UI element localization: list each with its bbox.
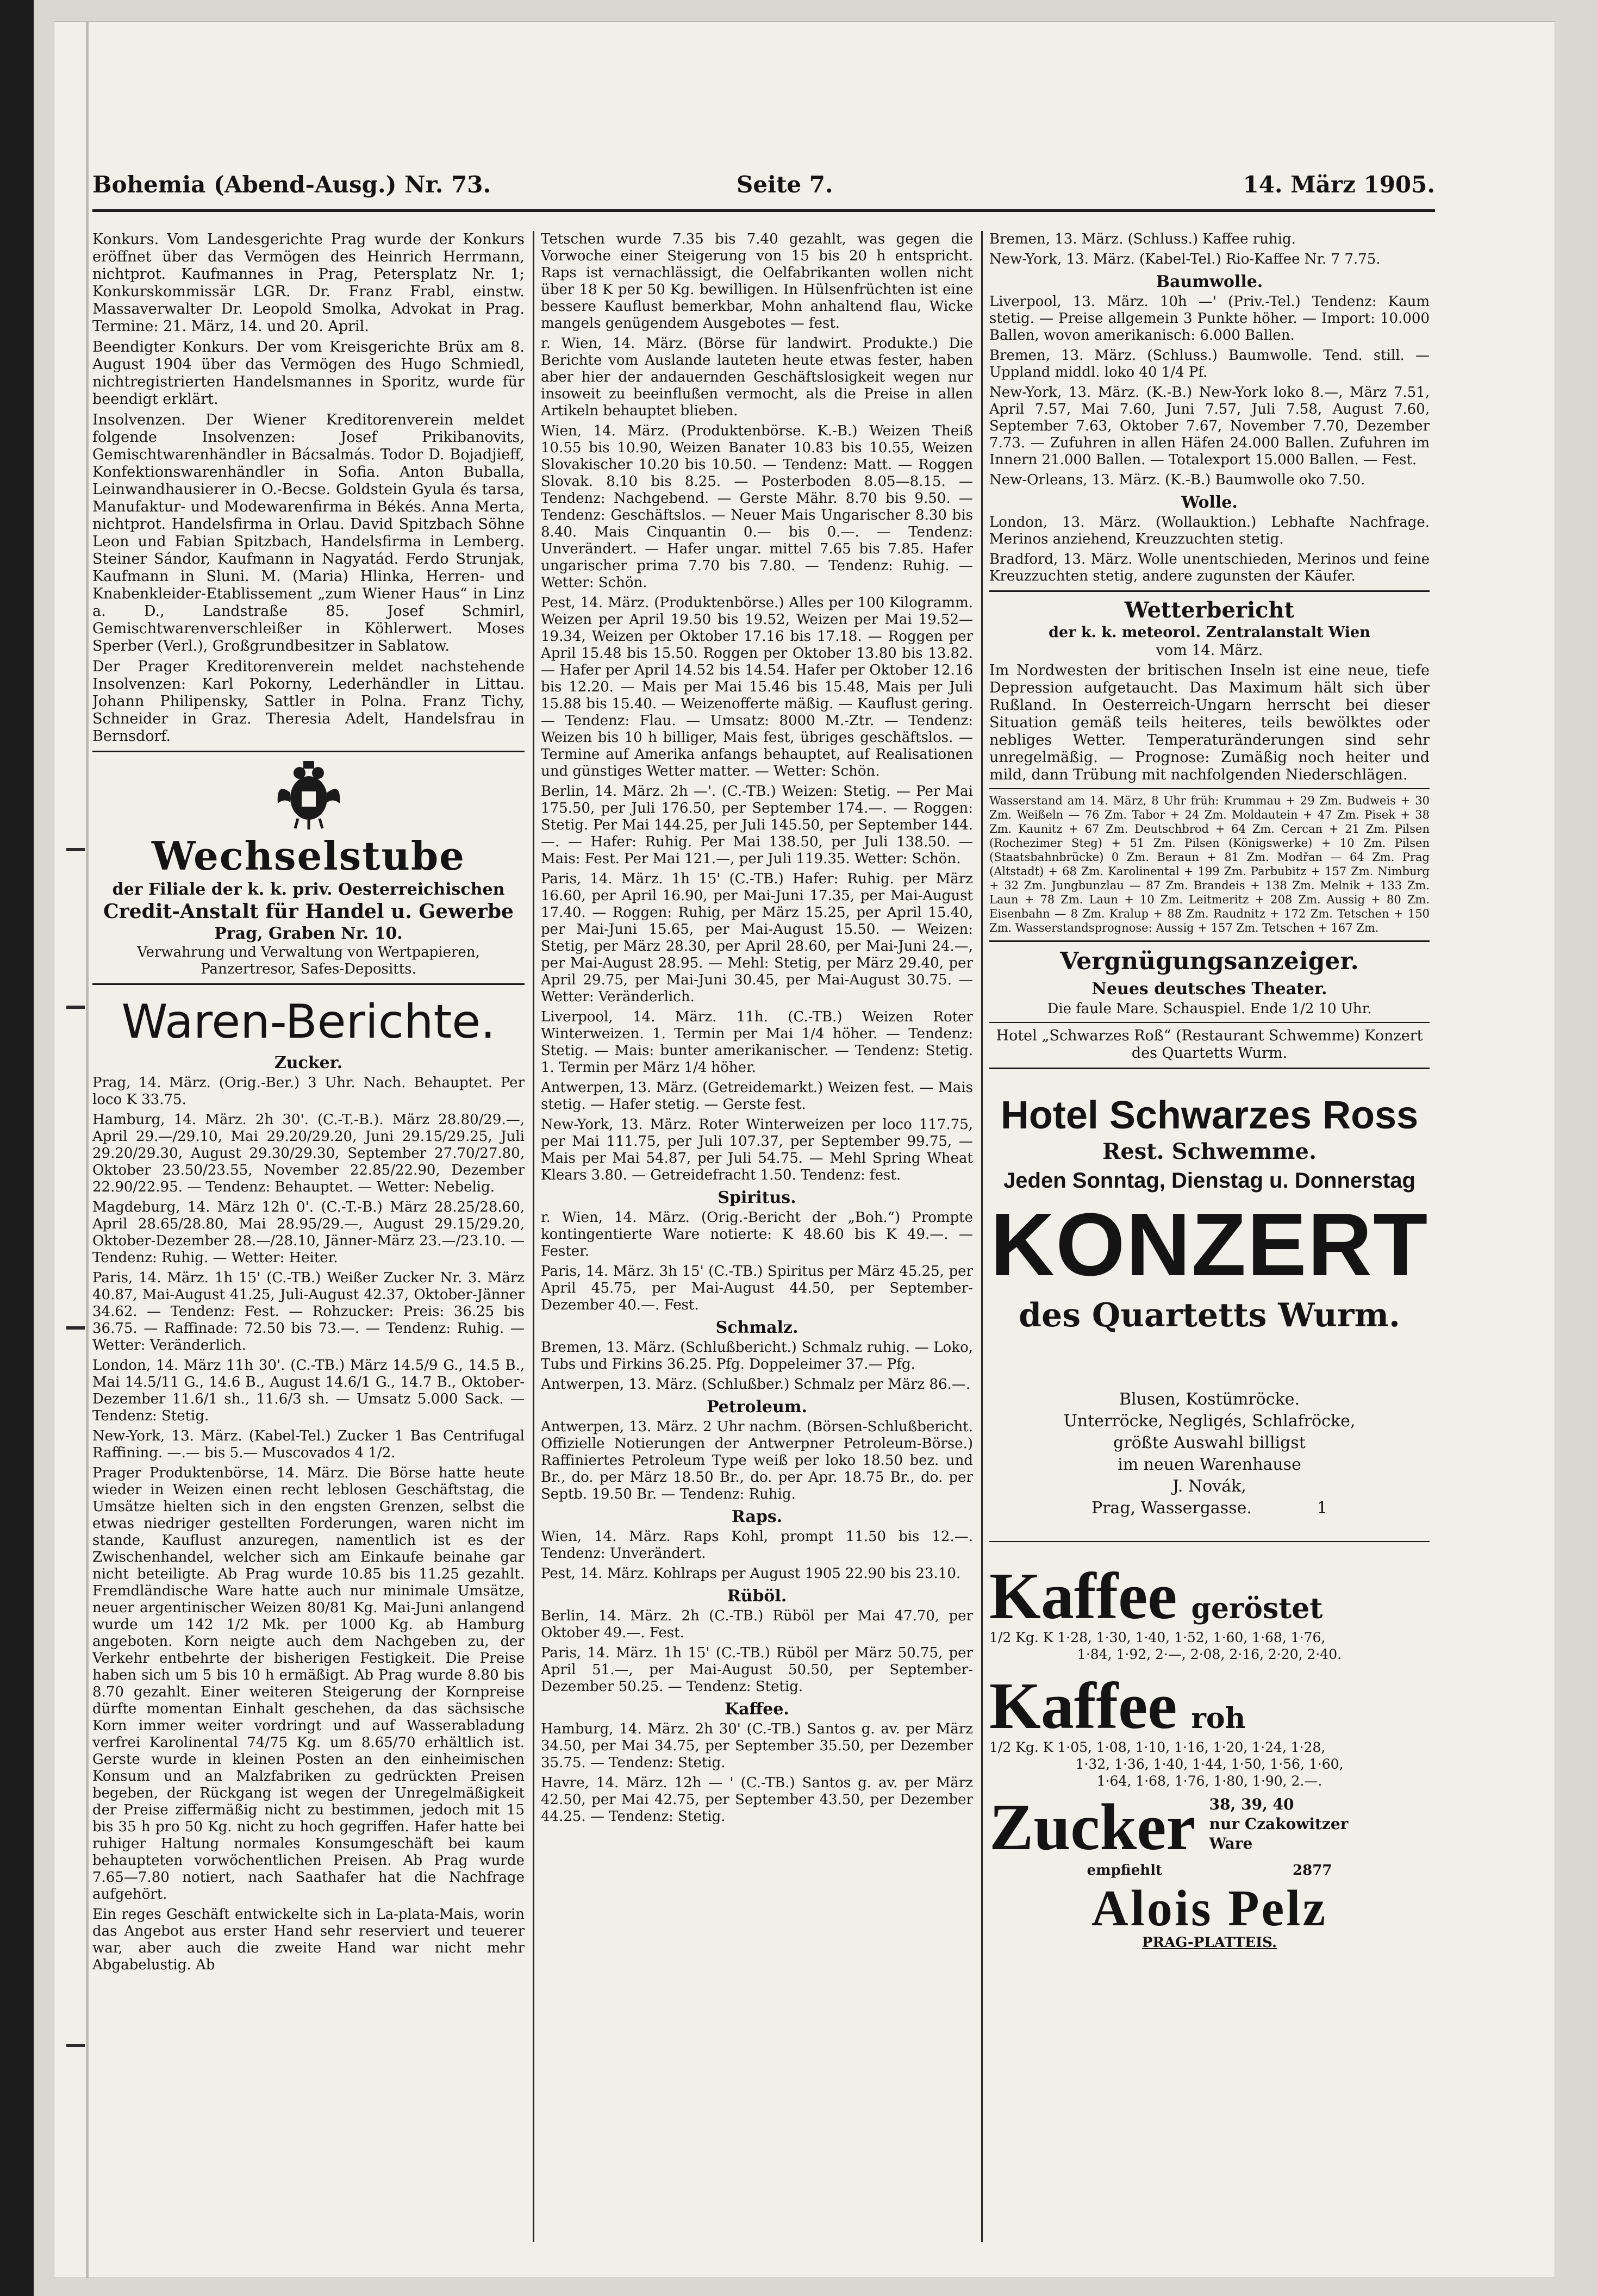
zucker-ad [989, 1790, 1430, 1864]
report-paragraph: Antwerpen, 13. März. (Schlußber.) Schmalz per März 86.—. [541, 1376, 971, 1393]
kaffee-tag: roh [1191, 1702, 1246, 1735]
report-paragraph: Berlin, 14. März. 2h (C.-TB.) Rüböl per Mai 47.70, per Oktober 49.—. Fest. [541, 1608, 973, 1641]
page-header [92, 171, 1435, 204]
weather-report: Im Nordwesten der britischen Inseln ist eine neue, tiefe Depression aufgetaucht. Das Maximum hält sich über Rußland. In Oesterreich-Ungarn herrscht bei dieser Situation gemäß teils heiteres, teils bewölktes oder nebliges Wetter. Temperaturänderungen sind sehr unregelmäßig. — Prognose: Zumäßig noch heiter und mild, dann Trübung mit nachfolgenden Niederschlägen. [989, 662, 1430, 783]
section-heading-zucker: Zucker. [274, 1053, 343, 1072]
page-fold [86, 22, 89, 2278]
novak-ad-address: Prag, Wassergasse. [1091, 1499, 1252, 1518]
report-paragraph: Berlin, 14. März. 2h —'. (C.-TB.) Weizen: Stetig. — Per Mai 175.50, per Juli 176.50, per September 174.—. — Roggen: Stetig. Per Mai 144.25, per Juli 145.50, per September 144.—. — Hafer: Ruhig. Per Mai 138.50, per Juli 138.50. — Mais: Fest. Per Mai 121.—, per Juli 119.35. Wetter: Schön. [541, 783, 973, 867]
price-line: 1/2 Kg. K 1·28, 1·30, 1·40, 1·52, 1·60, 1·68, 1·76, [989, 1630, 1326, 1645]
hotel-concert-note: Hotel „Schwarzes Roß“ (Restaurant Schwemme) Konzert des Quartetts Wurm. [996, 1027, 1423, 1062]
novak-ad-line: Unterröcke, Negligés, Schlafröcke, [1063, 1412, 1356, 1431]
theater-program: Die faule Mare. Schauspiel. Ende 1/2 10 Uhr. [1047, 1001, 1372, 1017]
issue-date: 14. März 1905. [1243, 171, 1435, 198]
column-rule [533, 231, 534, 2242]
konkurs-ended-notice: Beendigter Konkurs. Der vom Kreisgerichte Brüx am 8. August 1904 über das Vermögen des Hugo Schmiedl, nichtregistrierten Handelsmannes in Sporitz, wurde für beendigt erklärt. [92, 339, 525, 408]
section-heading-rueboel: Rüböl. [727, 1587, 787, 1606]
report-paragraph: Bradford, 13. März. Wolle unentschieden, Merinos und feine Kreuzzuchten stetig, andere zugunsten der Käufer. [989, 551, 1430, 584]
report-paragraph: Paris, 14. März. 1h 15' (C.-TB.) Weißer Zucker Nr. 3. März 40.87, Mai-August 41.25, Juli-August 42.37, Oktober-Jänner 34.62. — Tendenz: Fest. — Rohzucker: Preis: 36.25 bis 36.75. — Raffinade: 72.50 bis 73.—. — Tendenz: Ruhig. — Wetter: Veränderlich. [92, 1270, 525, 1353]
empfiehlt-word: empfiehlt [1087, 1862, 1163, 1879]
report-paragraph: r. Wien, 14. März. (Orig.-Bericht der „Boh.“) Prompte kontingentierte Ware notierte: K 48.60 bis K 49.—. — Fester. [541, 1209, 973, 1259]
price-line: 1·64, 1·68, 1·76, 1·80, 1·90, 2.—. [1096, 1773, 1322, 1789]
column-2 [541, 231, 973, 2264]
report-paragraph: New-York, 13. März. Roter Winterweizen per loco 117.75, per Mai 111.75, per Juli 107.37, per September 99.75, — Mais per Mai 54.87, per Juli 54.75. — Mehl Spring Wheat Klears 3.80. — Getreidefracht 1.50. Tendenz: fest. [541, 1116, 973, 1183]
zucker-numbers: 38, 39, 40 [1209, 1795, 1294, 1813]
report-paragraph: Paris, 14. März. 3h 15' (C.-TB.) Spiritus per März 45.25, per April 45.75, per Mai-August 44.50, per September-Dezember 40.—. Fest. [541, 1263, 973, 1313]
double-eagle-icon [273, 760, 344, 831]
la-plata-report: Ein reges Geschäft entwickelte sich in La-plata-Mais, worin das Angebot aus erster Hand sehr reserviert und teuerer war, aber auch die zweite Hand war nicht mehr Abgabelustig. Ab [92, 1906, 525, 1973]
novak-ad [989, 1389, 1430, 1519]
report-paragraph: Pest, 14. März. Kohlraps per August 1905 22.90 bis 23.10. [541, 1565, 961, 1582]
hotel-ad-title: Hotel Schwarzes Ross [1000, 1094, 1419, 1137]
wetterbericht-title: Wetterbericht [1124, 597, 1295, 623]
ad-mark: 1 [1317, 1499, 1327, 1518]
kaffee-word: Kaffee [989, 1559, 1177, 1633]
credit-anstalt-name: Credit-Anstalt für Handel u. Gewerbe [103, 900, 514, 923]
divider [989, 940, 1430, 942]
newspaper-page [54, 22, 1555, 2278]
report-paragraph: Paris, 14. März. 1h 15' (C.-TB.) Hafer: Ruhig. per März 16.60, per April 16.90, per Mai-Juni 17.35, per Mai-August 17.40. — Roggen: Ruhig, per März 15.25, per April 15.40, per Mai-Juni 15.65, per Mai-August 15.50. — Weizen: Stetig, per März 28.30, per April 28.60, per Mai-Juni 24.—, per Mai-August 28.95. — Mehl: Stetig, per März 29.40, per April 29.75, per Mai-Juni 30.45, per Mai-August 30.75. — Wetter: Veränderlich. [541, 871, 973, 1005]
kaffee-geroestet-ad [989, 1559, 1430, 1633]
vergnuegungsanzeiger-title: Vergnügungsanzeiger. [1060, 947, 1359, 975]
report-paragraph: Paris, 14. März. 1h 15' (C.-TB.) Rüböl per März 50.75, per April 51.—, per Mai-August 50.50, per September-Dezember 50.25. — Tendenz: Stetig. [541, 1645, 973, 1695]
alois-pelz-address: PRAG-PLATTEIS. [1141, 1935, 1277, 1951]
report-paragraph: New-York, 13. März. (K.-B.) New-York loko 8.—, März 7.51, April 7.57, Mai 7.60, Juni 7.57, Juli 7.58, August 7.60, September 7.63, Oktober 7.67, November 7.70, Dezember 7.73. — Zufuhren in allen Häfen 24.000 Ballen. Zufuhren im Innern 21.000 Ballen. — Totalexport 15.000 Ballen. — Fest. [989, 384, 1430, 468]
zucker-tag: Ware [1209, 1835, 1253, 1852]
section-heading-kaffee: Kaffee. [725, 1700, 789, 1719]
insolvency-list-prag: Der Prager Kreditorenverein meldet nachstehende Insolvenzen: Karl Pokorny, Lederhändler in Littau. Johann Philipensky, Sattler in Polna. Franz Tichy, Schneider in Graz. Theresia Adelt, Handelsfrau in Bernsdorf. [92, 658, 525, 745]
novak-ad-line: J. Novák, [1172, 1477, 1246, 1496]
report-paragraph: Antwerpen, 13. März. 2 Uhr nachm. (Börsen-Schlußbericht. Offizielle Notierungen der Antwerpner Petroleum-Börse.) Raffiniertes Petroleum Type weiß per loko 18.50 bez. und Br., do. per März 18.50 Br., do. per Apr. 18.75 Br., do. per Septb. 19.50 Br. — Tendenz: Ruhig. [541, 1419, 973, 1502]
hotel-ad-days: Jeden Sonntag, Dienstag u. Donnerstag [1003, 1169, 1415, 1193]
novak-ad-line: Blusen, Kostümröcke. [1119, 1390, 1300, 1409]
header-rule [92, 209, 1435, 212]
report-paragraph: Liverpool, 14. März. 11h. (C.-TB.) Weizen Roter Winterweizen. 1. Termin per Mai 1/4 höher. — Tendenz: Stetig. — Mais: bunter amerikanischer. — Tendenz: Stetig. 1. Termin per März 1/4 höher. [541, 1009, 973, 1076]
zucker-word: Zucker [989, 1790, 1196, 1864]
report-paragraph: Pest, 14. März. (Produktenbörse.) Alles per 100 Kilogramm. Weizen per April 19.50 bis 19.52, Weizen per Mai 19.52—19.34, Weizen per Oktober 17.16 bis 17.18. — Roggen per April 15.48 bis 15.50. Roggen per Oktober 13.80 bis 13.82. — Hafer per April 14.52 bis 14.54. Hafer per Oktober 12.16 bis 12.20. — Mais per Mai 15.46 bis 15.48, Mais per Juli 15.88 bis 15.40. — Weizenofferte mäßig. — Kauflust gering. — Tendenz: Flau. — Umsatz: 8000 M.-Ztr. — Tendenz: Weizen bis 10 h billiger, Mais fest, übriges geschäftslos. — Termine auf Amerika anfangs behauptet, auf Realisationen und günstiges Wetter matter. — Wetter: Schön. [541, 595, 973, 779]
water-level-report: Wasserstand am 14. März, 8 Uhr früh: Krummau + 29 Zm. Budweis + 30 Zm. Weißeln — 76 Zm. Tabor + 24 Zm. Moldautein + 47 Zm. Pisek + 38 Zm. Kaunitz + 67 Zm. Deutschbrod + 64 Zm. Cercan + 21 Zm. Pilsen (Rochezimer Steg) + 51 Zm. Pilsen (Königswerke) + 10 Zm. Pilsen (Staatsbahnbrücke) 0 Zm. Beraun + 81 Zm. Modřan — 64 Zm. Prag (Altstadt) + 68 Zm. Karolinental + 199 Zm. Parbubitz + 157 Zm. Nimburg + 32 Zm. Jungbunzlau — 87 Zm. Brandeis + 138 Zm. Melnik + 133 Zm. Laun + 78 Zm. Laun + 10 Zm. Leitmeritz + 208 Zm. Aussig + 80 Zm. Eisenbahn — 8 Zm. Kralup + 88 Zm. Raudnitz + 172 Zm. Tetschen + 150 Zm. Wasserstandsprognose: Aussig + 157 Zm. Tetschen + 167 Zm. [989, 794, 1430, 934]
report-paragraph: Hamburg, 14. März. 2h 30' (C.-TB.) Santos g. av. per März 34.50, per Mai 34.75, per September 35.50, per Dezember 35.75. — Tendenz: Stetig. [541, 1721, 973, 1771]
prager-produktenboerse-report: Prager Produktenbörse, 14. März. Die Börse hatte heute wieder in Weizen einen recht leblosen Geschäftstag, die Umsätze hielten sich in den engsten Grenzen, selbst die etwas niedriger gestellten Forderungen, waren nicht im stande, Kauflust anzuregen, namentlich ist es der Zwischenhandel, welcher sich am Einkaufe beinahe gar nicht beteiligte. Ab Prag wurde 10.85 bis 11.25 gezahlt. Fremdländische Ware hatte auch nur minimale Umsätze, neuer argentinischer Weizen 80/81 Kg. Mai-Juni anlangend wurde um 142 1/2 Mk. per 1000 Kg. ab Hamburg angeboten. Korn neigte auch dem Nachgeben zu, der Verkehr entbehrte der bisherigen Festigkeit. Die Preise haben sich um 5 bis 10 h ermäßigt. Ab Prag wurde 8.80 bis 8.70 gezahlt. Einer weiteren Steigerung der Kornpreise dürfte momentan Einhalt geschehen, da das sächsische Korn immer weiter vordringt und auf Wasserabladung verfrei Karolinental 74/75 Kg. um 8.65/70 erhältlich ist. Gerste wurde in kleinen Posten an den einheimischen Konsum und an Malzfabriken zu gedrückten Preisen begeben, der Rückgang ist wegen der Unregelmäßigkeit der Preise ziffermäßig nicht zu bestimmen, jedoch mit 15 bis 35 h pro 50 Kg. nicht zu hoch gegriffen. Hafer hatte bei ruhiger Haltung normales Konsumgeschäft bei kaum behaupteten vorwöchentlichen Preisen. Ab Prag wurde 7.65—7.80 notiert, nach Saathafer hat die Nachfrage aufgehört. [92, 1465, 525, 1902]
column-1 [92, 231, 525, 2264]
konkurs-notice: Konkurs. Vom Landesgerichte Prag wurde der Konkurs eröffnet über das Vermögen des Heinrich Herrmann, nichtprot. Kaufmannes in Prag, Petersplatz Nr. 1; Konkurskommissär LGR. Dr. Franz Frabl, einstw. Massaverwalter Dr. Leopold Smolka, Advokat in Prag. Termine: 21. März, 14. und 20. April. [92, 231, 525, 335]
divider [92, 751, 525, 752]
insolvency-list-wien: Insolvenzen. Der Wiener Kreditorenverein meldet folgende Insolvenzen: Josef Prikibanovits, Gemischtwarenhändler in Bácsalmás. Todor D. Bojadjieff, Konfektionswarenhändler in Sofia. Anton Buballa, Leinwandhausierer in O.-Becse. Goldstein Gyula és tarsa, Manufaktur- und Modewarenfirma in Békés. Anna Merta, nichtprot. Handelsfirma in Orlau. David Spitzbach Söhne Leon und Fabian Spitzbach, Handelsfirma in Lemberg. Steiner Sándor, Kaufmann in Nagyatád. Ferdo Strunjak, Kaufmann in Sluni. M. (Maria) Hlinka, Herren- und Knabenkleider-Etablissement „zum Wiener Haus“ in Linz a. D., Landstraße 85. Josef Schmirl, Gemischtwarenverschleißer in Köhlerwert. Moses Sperber (Verl.), Großgrundbesitzer in Sablatow. [92, 411, 525, 654]
kaffee-tag: geröstet [1191, 1592, 1323, 1625]
report-paragraph: Liverpool, 13. März. 10h —' (Priv.-Tel.) Tendenz: Kaum stetig. — Preise allgemein 3 Punkte höher. — Import: 10.000 Ballen, wovon amerikanisch: 6.000 Ballen. [989, 294, 1430, 344]
wechselstube-subtitle: der Filiale der k. k. priv. Oesterreichischen [112, 880, 505, 899]
wetterbericht-source: der k. k. meteorol. Zentralanstalt Wien [1049, 624, 1370, 641]
wechselstube-address: Prag, Graben Nr. 10. [214, 924, 403, 943]
novak-ad-line: größte Auswahl billigst [1113, 1433, 1306, 1452]
report-paragraph: Magdeburg, 14. März 12h 0'. (C.-T.-B.) März 28.25/28.60, April 28.65/28.80, Mai 28.95/29.—, August 29.15/29.20, Oktober-Dezember 28.—/28.10, Jänner-März 23.—/23.10. — Tendenz: Ruhig. — Wetter: Heiter. [92, 1199, 525, 1266]
novak-ad-line: im neuen Warenhause [1118, 1455, 1301, 1474]
quartett-line: des Quartetts Wurm. [1019, 1296, 1400, 1334]
price-line: 1·84, 1·92, 2·—, 2·08, 2·16, 2·20, 2·40. [1077, 1646, 1342, 1662]
report-paragraph: Bremen, 13. März. (Schlußbericht.) Schmalz ruhig. — Loko, Tubs und Firkins 36.25. Pfg. Doppeleimer 37.— Pfg. [541, 1339, 973, 1372]
edge-mark [66, 1326, 85, 1330]
masthead-left: Bohemia (Abend-Ausg.) Nr. 73. [92, 171, 491, 198]
report-paragraph: Hamburg, 14. März. 2h 30'. (C.-T.-B.). März 28.80/29.—, April 29.—/29.10, Mai 29.20/29.20, Juni 29.15/29.25, Juli 29.20/29.30, August 29.30/29.30, September 27.70/27.80, Oktober 23.50/23.55, November 22.85/22.90, Dezember 22.90/22.95. — Tendenz: Behauptet. — Wetter: Nebelig. [92, 1112, 525, 1195]
report-paragraph: New-York, 13. März. (Kabel-Tel.) Rio-Kaffee Nr. 7 7.75. [989, 251, 1381, 267]
section-heading-baumwolle: Baumwolle. [1156, 272, 1263, 291]
section-heading-raps: Raps. [731, 1507, 783, 1526]
kaffee-word: Kaffee [989, 1669, 1177, 1743]
price-line: 1·32, 1·36, 1·40, 1·44, 1·50, 1·56, 1·60, [1075, 1756, 1344, 1772]
konzert-headline: KONZERT [990, 1195, 1429, 1294]
column-3 [989, 231, 1430, 2264]
edge-mark [66, 2044, 85, 2047]
report-paragraph: London, 13. März. (Wollauktion.) Lebhafte Nachfrage. Merinos anziehend, Kreuzzuchten stetig. [989, 514, 1430, 547]
report-paragraph: Antwerpen, 13. März. (Getreidemarkt.) Weizen fest. — Mais stetig. — Hafer stetig. — Gerste fest. [541, 1080, 973, 1113]
hotel-ad-restaurant: Rest. Schwemme. [1102, 1139, 1317, 1164]
divider [989, 1068, 1430, 1069]
edge-mark [66, 848, 85, 851]
column-rule [981, 231, 983, 2242]
price-line: 1/2 Kg. K 1·05, 1·08, 1·10, 1·16, 1·20, 1·24, 1·28, [989, 1739, 1326, 1755]
report-paragraph: Havre, 14. März. 12h — ' (C.-TB.) Santos g. av. per März 42.50, per Mai 42.75, per September 43.50, per Dezember 44.25. — Tendenz: Stetig. [541, 1775, 973, 1825]
divider [92, 983, 525, 985]
edge-mark [66, 1006, 85, 1009]
kaffee-roh-ad [989, 1669, 1430, 1743]
report-paragraph: London, 14. März 11h 30'. (C.-TB.) März 14.5/9 G., 14.5 B., Mai 14.5/11 G., 14.6 B., August 14.6/1 G., 14.7 B., Oktober-Dezember 11.6/1 sh., 11.6/3 sh. — Umsatz 5.000 Sack. — Tendenz: Stetig. [92, 1357, 525, 1424]
report-paragraph: Wien, 14. März. Raps Kohl, prompt 11.50 bis 12.—. Tendenz: Unverändert. [541, 1528, 973, 1562]
divider [989, 590, 1430, 592]
report-paragraph: New-York, 13. März. (Kabel-Tel.) Zucker 1 Bas Centrifugal Raffining. —.— bis 5.— Muscovados 4 1/2. [92, 1428, 525, 1461]
scan-border [0, 0, 34, 2296]
wechselstube-title: Wechselstube [152, 833, 465, 879]
report-paragraph: Bremen, 13. März. (Schluss.) Kaffee ruhig. [989, 231, 1296, 247]
wetterbericht-date: vom 14. März. [1156, 642, 1263, 659]
divider [989, 788, 1430, 789]
report-paragraph: Prag, 14. März. (Orig.-Ber.) 3 Uhr. Nach. Behauptet. Per loco K 33.75. [92, 1075, 525, 1108]
report-paragraph: r. Wien, 14. März. (Börse für landwirt. Produkte.) Die Berichte vom Auslande lauteten heute etwas fester, haben aber hier der andauernden Geschäftslosigkeit wegen nur insoweit zu beeinflußen vermocht, als die Preise in allen Artikeln behauptet blieben. [541, 335, 973, 419]
ad-number: 2877 [1293, 1862, 1332, 1879]
empfiehlt-line [989, 1862, 1430, 1879]
waren-berichte-title: Waren-Berichte. [121, 995, 496, 1049]
page-number: Seite 7. [737, 171, 833, 198]
wechselstube-services: Verwahrung und Verwaltung von Wertpapieren, Panzertresor, Safes-Depositts. [137, 944, 480, 977]
report-paragraph: Wien, 14. März. (Produktenbörse. K.-B.) Weizen Theiß 10.55 bis 10.90, Weizen Banater 10.83 bis 10.55, Weizen Slovakischer 10.20 bis 10.50. — Tendenz: Matt. — Roggen Slovak. 8.10 bis 8.25. — Posterboden 8.05—8.15. — Tendenz: Nachgebend. — Gerste Mähr. 8.70 bis 9.50. — Tendenz: Geschäftslos. — Neuer Mais Ungarischer 8.30 bis 8.40. Mais Cinquantin 0.— bis 0.—. — Tendenz: Unverändert. — Hafer ungar. mittel 7.65 bis 7.85. Hafer ungarischer prima 7.70 bis 7.80. — Tendenz: Ruhig. — Wetter: Schön. [541, 423, 973, 591]
novak-ad-line [989, 1498, 1430, 1519]
report-paragraph: Tetschen wurde 7.35 bis 7.40 gezahlt, was gegen die Vorwoche einer Steigerung von 15 bis 20 h entspricht. Raps ist vernachlässigt, die Oelfabrikanten wollen nicht über 18 K per 50 Kg. bewilligen. In Hülsenfrüchten ist eine bessere Kauflust bemerkbar, Mohn anhaltend flau, Wicke mangels genügendem Ausgebotes — fest. [541, 231, 973, 332]
zucker-tag: nur Czakowitzer [1209, 1815, 1349, 1833]
divider [989, 1541, 1430, 1542]
divider [989, 1022, 1430, 1023]
theater-name: Neues deutsches Theater. [1091, 979, 1327, 999]
section-heading-wolle: Wolle. [1181, 493, 1238, 512]
section-heading-schmalz: Schmalz. [715, 1318, 798, 1337]
report-paragraph: New-Orleans, 13. März. (K.-B.) Baumwolle oko 7.50. [989, 472, 1365, 488]
report-paragraph: Bremen, 13. März. (Schluss.) Baumwolle. Tend. still. — Uppland middl. loko 40 1/4 Pf. [989, 347, 1430, 380]
section-heading-petroleum: Petroleum. [707, 1397, 807, 1417]
alois-pelz-name: Alois Pelz [1091, 1880, 1328, 1937]
section-heading-spiritus: Spiritus. [718, 1188, 796, 1207]
